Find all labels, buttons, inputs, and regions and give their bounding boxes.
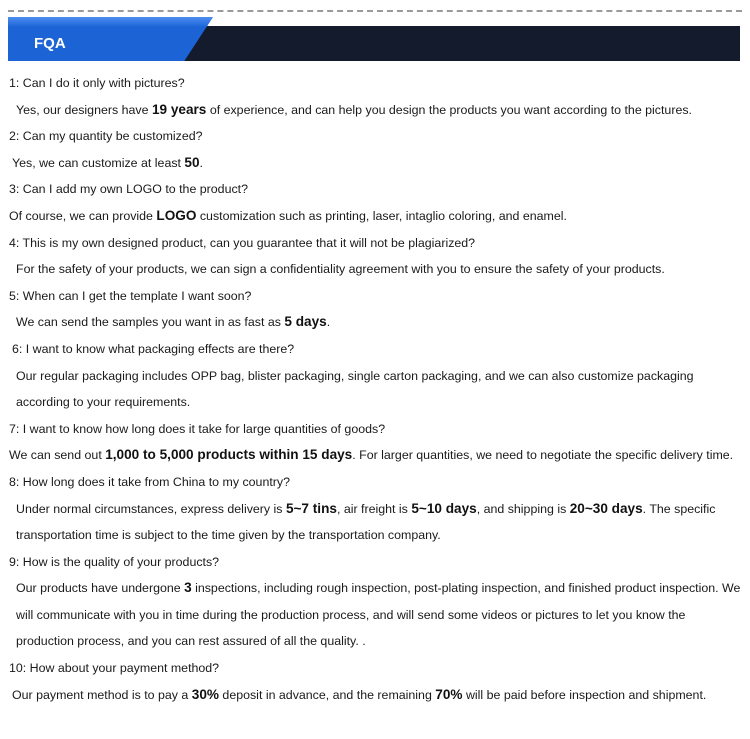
- faq-question-4: 4: This is my own designed product, can you guarantee that it will not be plagiarized?: [9, 235, 476, 250]
- dashed-divider: [8, 10, 742, 12]
- faq-list: [9, 70, 745, 708]
- faq-answer-7: We can send out 1,000 to 5,000 products within 15 days. For larger quantities, we need to negotiate the specific delivery time.: [9, 447, 734, 463]
- section-title: FQA: [34, 35, 66, 52]
- faq-answer-10: Our payment method is to pay a 30% deposit in advance, and the remaining 70% will be paid before inspection and shipment.: [12, 686, 707, 702]
- faq-answer-3: Of course, we can provide LOGO customization such as printing, laser, intaglio coloring, and enamel.: [9, 207, 567, 223]
- faq-answer-6: Our regular packaging includes OPP bag, blister packaging, single carton packaging, and we can also customize packaging according to your requirements.: [16, 368, 694, 410]
- faq-answer-1: Yes, our designers have 19 years of experience, and can help you design the products you want according to the pictures.: [16, 101, 692, 117]
- faq-question-7: 7: I want to know how long does it take for large quantities of goods?: [9, 421, 386, 436]
- faq-question-5: 5: When can I get the template I want soon?: [9, 288, 252, 303]
- faq-question-9: 9: How is the quality of your products?: [9, 554, 220, 569]
- faq-answer-9: Our products have undergone 3 inspections, including rough inspection, post-plating inspection, and finished product inspection. We will communicate with you in time during the production process, and will send some videos or pictures to let you know the production process, and you can rest assured of all the quality. .: [16, 580, 741, 649]
- faq-answer-4: For the safety of your products, we can sign a confidentiality agreement with you to ensure the safety of your products.: [16, 262, 665, 277]
- section-header-banner: [8, 26, 740, 61]
- faq-answer-2: Yes, we can customize at least 50.: [12, 154, 203, 170]
- faq-question-2: 2: Can my quantity be customized?: [9, 129, 203, 144]
- faq-question-1: 1: Can I do it only with pictures?: [9, 76, 185, 90]
- faq-answer-8: Under normal circumstances, express delivery is 5~7 tins, air freight is 5~10 days, and shipping is 20~30 days. The specific transportation time is subject to the time given by the transportation company.: [16, 500, 716, 543]
- faq-question-10: 10: How about your payment method?: [9, 661, 220, 676]
- faq-question-8: 8: How long does it take from China to my country?: [9, 474, 290, 489]
- faq-question-3: 3: Can I add my own LOGO to the product?: [9, 182, 248, 197]
- faq-answer-5: We can send the samples you want in as fast as 5 days.: [16, 314, 331, 330]
- faq-question-6: 6: I want to know what packaging effects are there?: [12, 341, 295, 356]
